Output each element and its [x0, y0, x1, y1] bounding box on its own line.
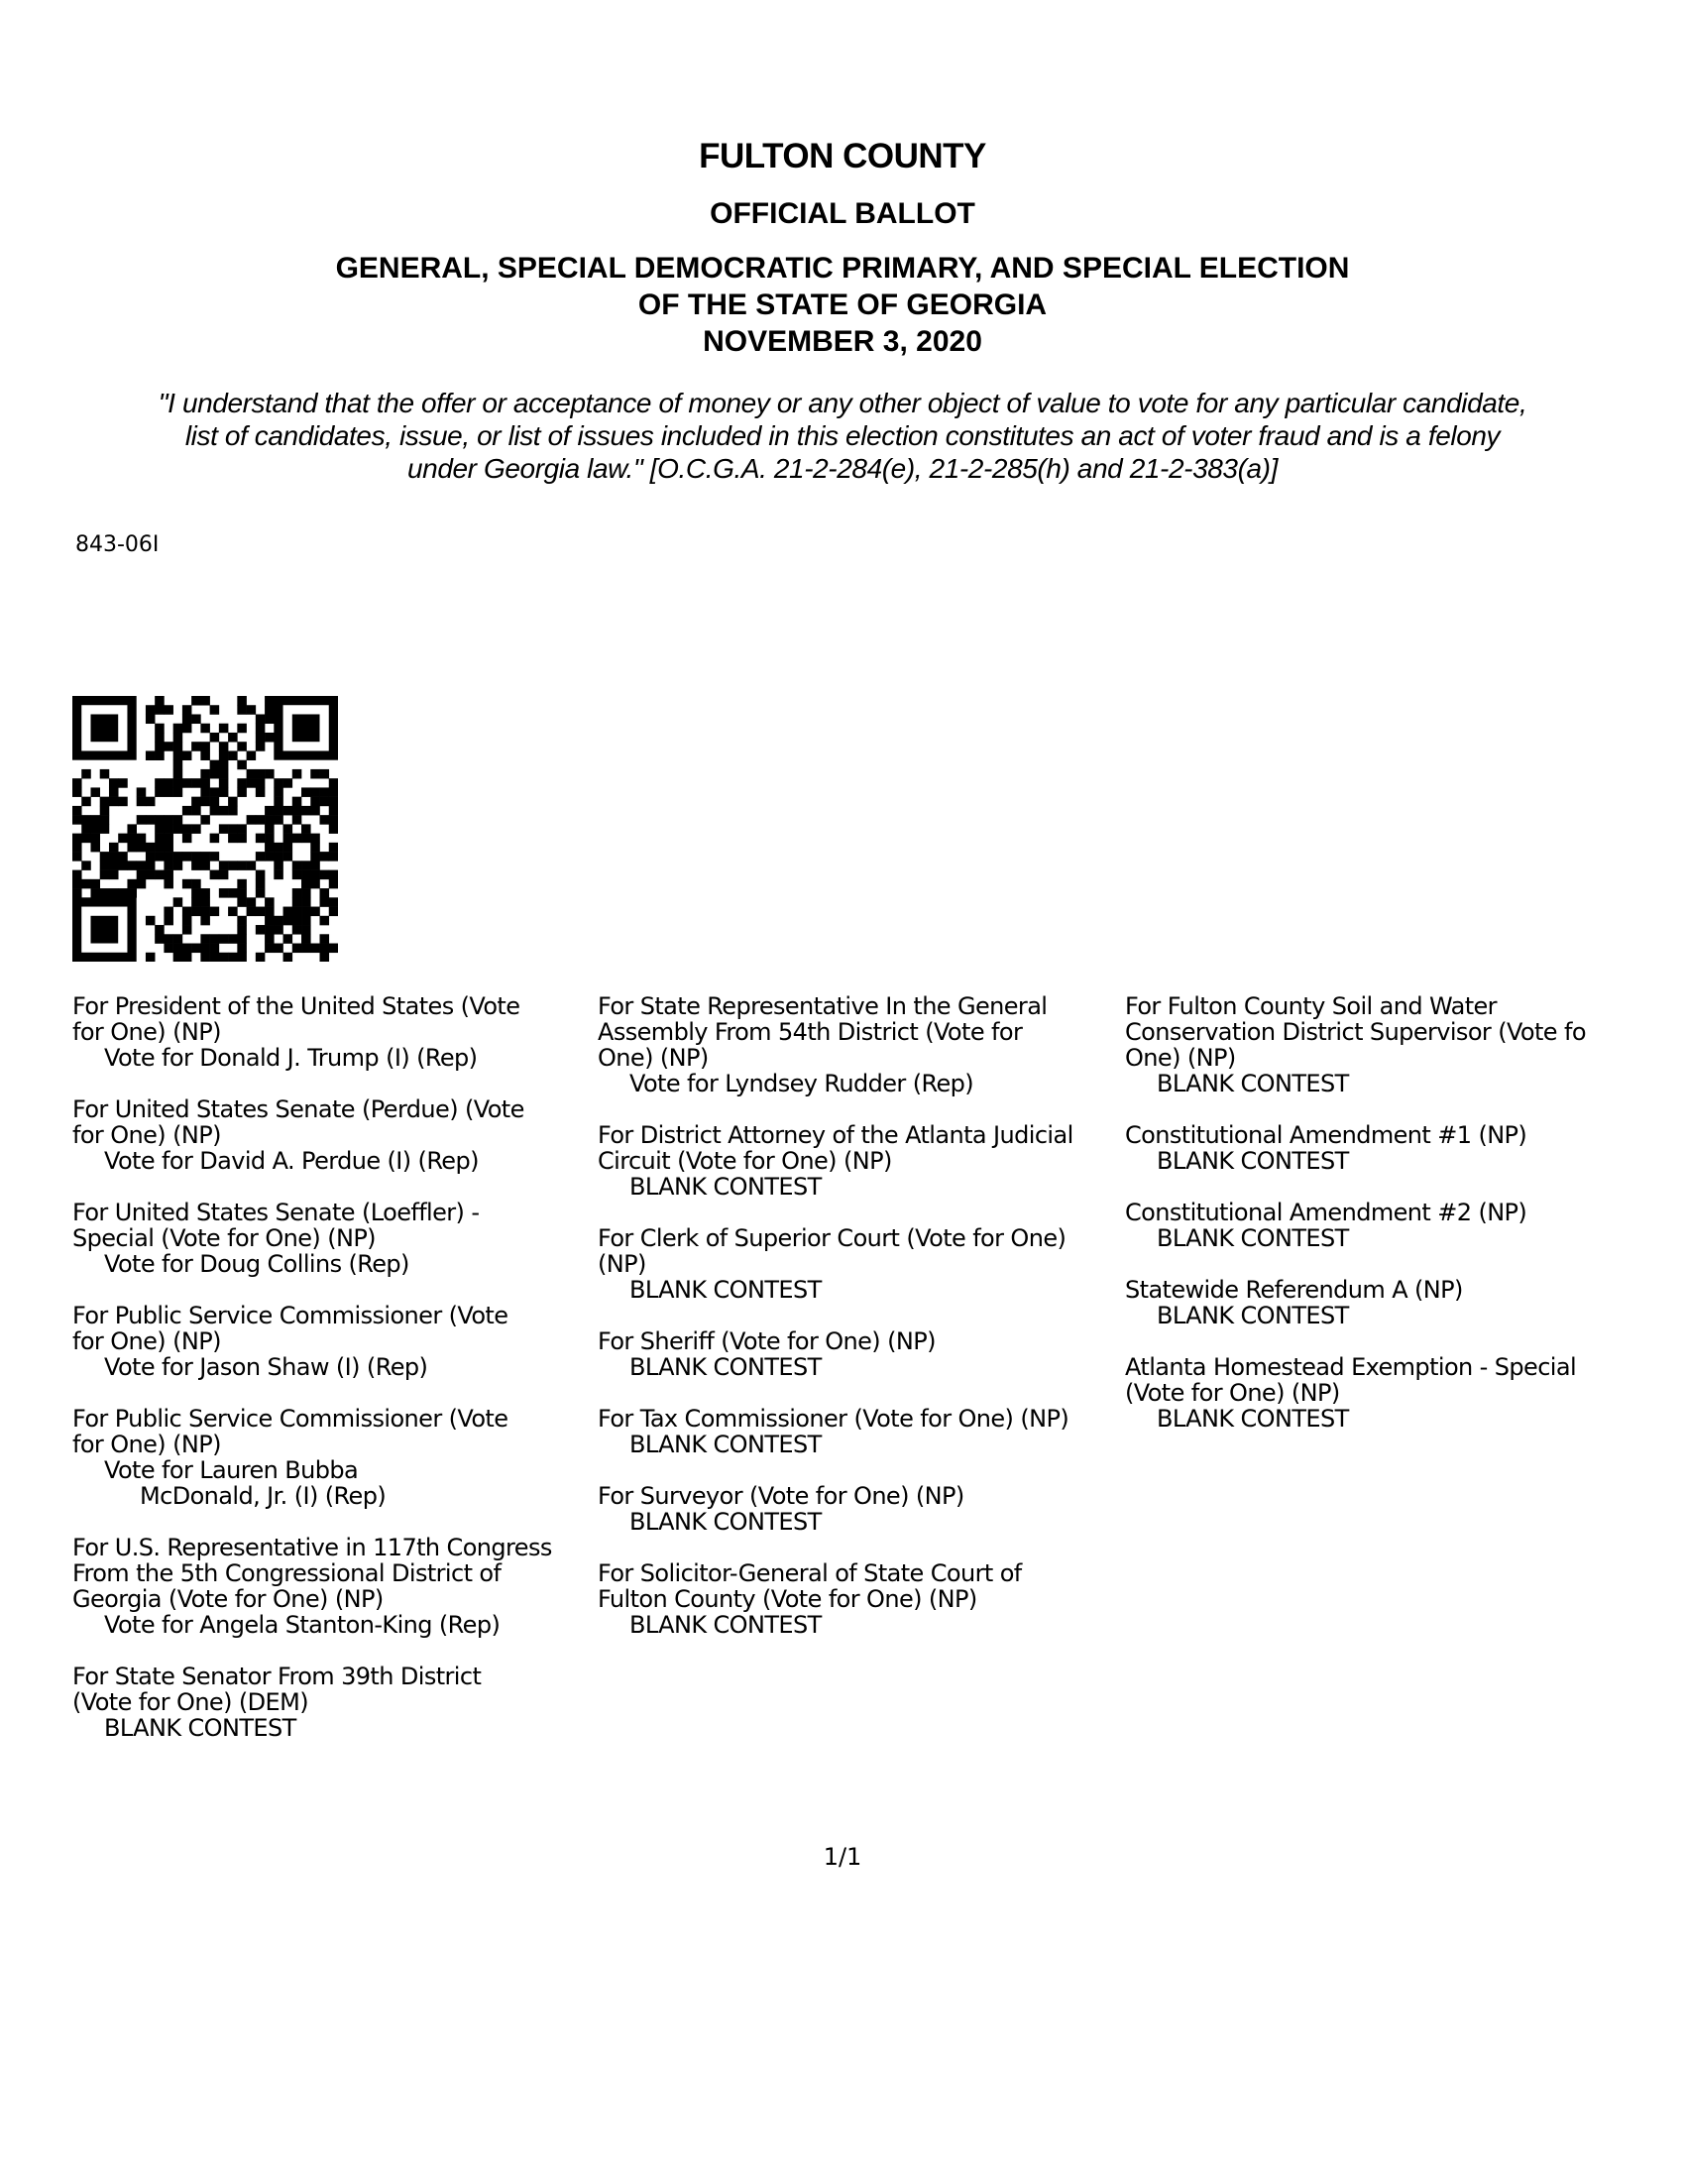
contest-title	[72, 1535, 588, 1612]
election-title	[0, 250, 1685, 360]
ballot-type-title: OFFICIAL BALLOT	[710, 197, 975, 230]
contest-title	[1125, 993, 1680, 1071]
contest	[598, 1560, 1113, 1638]
contest-title	[598, 1483, 1113, 1509]
contest	[1125, 1277, 1680, 1328]
election-date: NOVEMBER 3, 2020	[703, 325, 982, 358]
contest-title	[72, 1096, 588, 1148]
contest	[598, 993, 1113, 1096]
contest-title-line: Circuit (Vote for One) (NP)	[598, 1147, 892, 1175]
contests-column-3	[1125, 993, 1680, 1457]
contest	[598, 1406, 1113, 1457]
contest-selection: BLANK CONTEST	[629, 1508, 822, 1536]
contest-title-line: For Fulton County Soil and Water	[1125, 992, 1497, 1020]
qr-finder-pattern	[72, 696, 137, 760]
contest-title-line: Statewide Referendum A (NP)	[1125, 1276, 1463, 1304]
contest-title	[72, 1200, 588, 1251]
contest-title-line: For Surveyor (Vote for One) (NP)	[598, 1482, 964, 1510]
contest-title-line: For United States Senate (Perdue) (Vote	[72, 1095, 524, 1123]
contest-title-line: (Vote for One) (DEM)	[72, 1688, 308, 1716]
contest-title-line: For Solicitor-General of State Court of	[598, 1559, 1022, 1587]
contest-selection: BLANK CONTEST	[629, 1276, 822, 1304]
contest-title	[1125, 1122, 1680, 1148]
voter-fraud-statement	[59, 387, 1626, 485]
contest-title-line: Atlanta Homestead Exemption - Special	[1125, 1353, 1577, 1381]
contest-selection: BLANK CONTEST	[1157, 1302, 1349, 1329]
contest-title	[598, 993, 1113, 1071]
contest-title-line: For State Senator From 39th District	[72, 1663, 482, 1690]
contest-title	[72, 993, 588, 1045]
contest-title-line: Constitutional Amendment #1 (NP)	[1125, 1121, 1527, 1149]
contest-selection: BLANK CONTEST	[629, 1431, 822, 1458]
contest-selection: BLANK CONTEST	[629, 1353, 822, 1381]
contest-title-line: (Vote for One) (NP)	[1125, 1379, 1340, 1407]
contest	[72, 1303, 588, 1380]
contest-title-line: Fulton County (Vote for One) (NP)	[598, 1585, 977, 1613]
contest	[1125, 1122, 1680, 1174]
contest-title-line: For State Representative In the General	[598, 992, 1048, 1020]
contest-title-line: for One) (NP)	[72, 1018, 221, 1046]
contest-title-line: One) (NP)	[1125, 1044, 1236, 1072]
contest-title-line: Special (Vote for One) (NP)	[72, 1224, 376, 1252]
contest-title-line: for One) (NP)	[72, 1121, 221, 1149]
contest-title-line: Constitutional Amendment #2 (NP)	[1125, 1199, 1527, 1226]
contest-title	[72, 1303, 588, 1354]
contest	[72, 1664, 588, 1741]
contest-title-line: From the 5th Congressional District of	[72, 1559, 502, 1587]
contest-selection: Vote for Doug Collins (Rep)	[104, 1250, 409, 1278]
contest-selection: BLANK CONTEST	[629, 1611, 822, 1639]
election-title-line-2: OF THE STATE OF GEORGIA	[637, 288, 1048, 321]
contest-title-line: For District Attorney of the Atlanta Judicial	[598, 1121, 1073, 1149]
election-title-line-1: GENERAL, SPECIAL DEMOCRATIC PRIMARY, AND SPECIAL ELECTION	[335, 252, 1350, 285]
contest-selection: BLANK CONTEST	[1157, 1405, 1349, 1433]
contest-title	[598, 1328, 1113, 1354]
contest	[72, 1200, 588, 1277]
contest-title-line: One) (NP)	[598, 1044, 709, 1072]
contest-selection: BLANK CONTEST	[1157, 1070, 1349, 1097]
contest-title	[598, 1560, 1113, 1612]
contest-title	[1125, 1200, 1680, 1225]
contest-selection: Vote for Angela Stanton-King (Rep)	[104, 1611, 501, 1639]
contest-selection: BLANK CONTEST	[1157, 1224, 1349, 1252]
contest-title	[598, 1406, 1113, 1432]
contest	[598, 1122, 1113, 1200]
contest-selection: Vote for David A. Perdue (I) (Rep)	[104, 1147, 479, 1175]
statement-line-2: list of candidates, issue, or list of issues included in this election constitutes an act of voter fraud and is a felony	[184, 420, 1501, 451]
contest-title	[1125, 1277, 1680, 1303]
contest-title-line: For U.S. Representative in 117th Congress	[72, 1534, 552, 1561]
contest-title-line: for One) (NP)	[72, 1431, 221, 1458]
contest	[598, 1483, 1113, 1535]
page-number: 1/1	[823, 1843, 862, 1871]
contest-title-line: For President of the United States (Vote	[72, 992, 520, 1020]
statement-line-3: under Georgia law." [O.C.G.A. 21-2-284(e), 21-2-285(h) and 21-2-383(a)]	[406, 453, 1278, 484]
qr-code	[72, 696, 338, 962]
contest-selection: BLANK CONTEST	[629, 1173, 822, 1201]
contest	[1125, 993, 1680, 1096]
contest	[72, 1406, 588, 1509]
contests-column-2	[598, 993, 1113, 1664]
contest-title	[72, 1406, 588, 1457]
contest-title-line: Conservation District Supervisor (Vote fo	[1125, 1018, 1586, 1046]
contest-selection-continued: McDonald, Jr. (I) (Rep)	[140, 1482, 387, 1510]
contest	[1125, 1354, 1680, 1432]
contest-title-line: For Sheriff (Vote for One) (NP)	[598, 1327, 936, 1355]
contest	[598, 1328, 1113, 1380]
contest-selection: Vote for Jason Shaw (I) (Rep)	[104, 1353, 428, 1381]
contest-title-line: For United States Senate (Loeffler) -	[72, 1199, 480, 1226]
contest-title-line: For Public Service Commissioner (Vote	[72, 1302, 508, 1329]
contest-selection: Vote for Donald J. Trump (I) (Rep)	[104, 1044, 478, 1072]
contest-selection: Vote for Lauren Bubba	[104, 1456, 359, 1484]
contest-selection: BLANK CONTEST	[104, 1714, 296, 1742]
contest-title	[598, 1122, 1113, 1174]
statement-line-1: "I understand that the offer or acceptance of money or any other object of value to vote for any particular candidate,	[158, 388, 1527, 418]
contest-title-line: (NP)	[598, 1250, 646, 1278]
contest-selection: Vote for Lyndsey Rudder (Rep)	[629, 1070, 974, 1097]
contest-title	[1125, 1354, 1680, 1406]
contest-title-line: Georgia (Vote for One) (NP)	[72, 1585, 384, 1613]
contest	[598, 1225, 1113, 1303]
contest-title-line: For Tax Commissioner (Vote for One) (NP)	[598, 1405, 1069, 1433]
contest-title-line: For Public Service Commissioner (Vote	[72, 1405, 508, 1433]
contests-column-1	[72, 993, 588, 1767]
qr-finder-pattern	[72, 897, 137, 962]
contest-selection: BLANK CONTEST	[1157, 1147, 1349, 1175]
contest-title-line: for One) (NP)	[72, 1327, 221, 1355]
contest-title-line: Assembly From 54th District (Vote for	[598, 1018, 1023, 1046]
contest-title	[72, 1664, 588, 1715]
county-title: FULTON COUNTY	[699, 137, 986, 175]
contest	[72, 1096, 588, 1174]
contest	[72, 993, 588, 1071]
contest-title-line: For Clerk of Superior Court (Vote for One)	[598, 1224, 1067, 1252]
contest-title	[598, 1225, 1113, 1277]
contest	[72, 1535, 588, 1638]
qr-finder-pattern	[274, 696, 338, 760]
contest	[1125, 1200, 1680, 1251]
ballot-style-code: 843-06I	[75, 532, 160, 557]
